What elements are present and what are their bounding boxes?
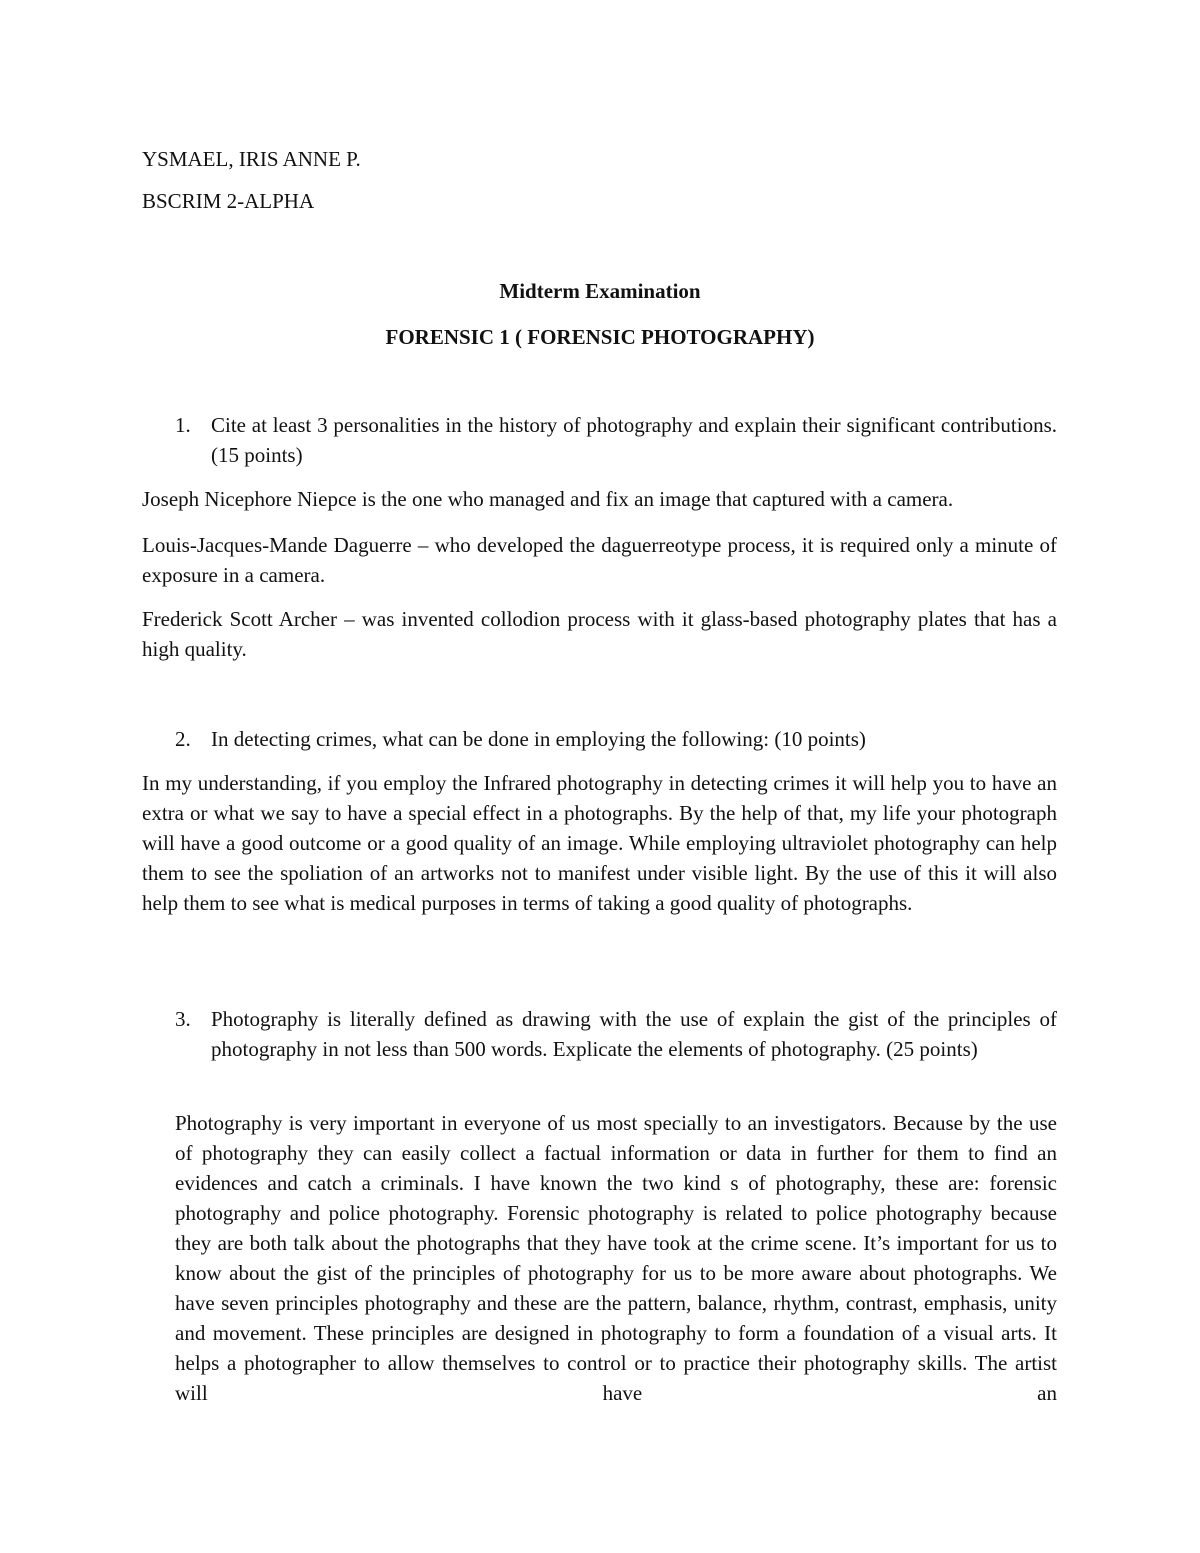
question-3-number: 3. (175, 1007, 191, 1031)
q2-answer: In my understanding, if you employ the Infrared photography in detecting crimes it will help you to have an extra or what we say to have a special effect in a photographs. By the help of that, my life your photograph will have a good outcome or a good quality of an image. While employing ultraviolet photography can help them to see the spoliation of an artworks not to manifest under visible light. By the use of this it will also help them to see what is medical purposes in terms of taking a good quality of photographs. (142, 771, 1057, 915)
question-2-text: In detecting crimes, what can be done in employing the following: (10 points) (211, 727, 866, 751)
question-2-number: 2. (175, 727, 191, 751)
q1-answer-2: Louis-Jacques-Mande Daguerre – who developed the daguerreotype process, it is required only a minute of exposure in a camera. (142, 533, 1057, 587)
question-1-text: Cite at least 3 personalities in the history of photography and explain their significant contributions. (15 points) (211, 413, 1057, 467)
question-1-number: 1. (175, 413, 191, 437)
q1-answer-3: Frederick Scott Archer – was invented collodion process with it glass-based photography plates that has a high quality. (142, 607, 1057, 661)
q3-answer: Photography is very important in everyone of us most specially to an investigators. Because by the use of photography they can easily collect a factual information or data in further for them to find an evidences and catch a criminals. I have known the two kind s of photography, these are: forensic photography and police photography. Forensic photography is related to police photography because they are both talk about the photographs that they have took at the crime scene. It’s important for us to know about the gist of the principles of photography for us to be more aware about photographs. We have seven principles photography and these are the pattern, balance, rhythm, contrast, emphasis, unity and movement. These principles are designed in photography to form a foundation of a visual arts. It helps a photographer to allow themselves to control or to practice their photography skills. The artist will have an (175, 1111, 1057, 1405)
q1-answer-1: Joseph Nicephore Niepce is the one who managed and fix an image that captured with a camera. (142, 487, 954, 511)
subject-title: FORENSIC 1 ( FORENSIC PHOTOGRAPHY) (385, 325, 815, 349)
student-section: BSCRIM 2-ALPHA (142, 189, 315, 213)
question-3-text: Photography is literally defined as drawing with the use of explain the gist of the principles of photography in not less than 500 words. Explicate the elements of photography. (25 points) (211, 1007, 1057, 1061)
student-name: YSMAEL, IRIS ANNE P. (142, 147, 361, 171)
exam-title: Midterm Examination (499, 279, 701, 303)
